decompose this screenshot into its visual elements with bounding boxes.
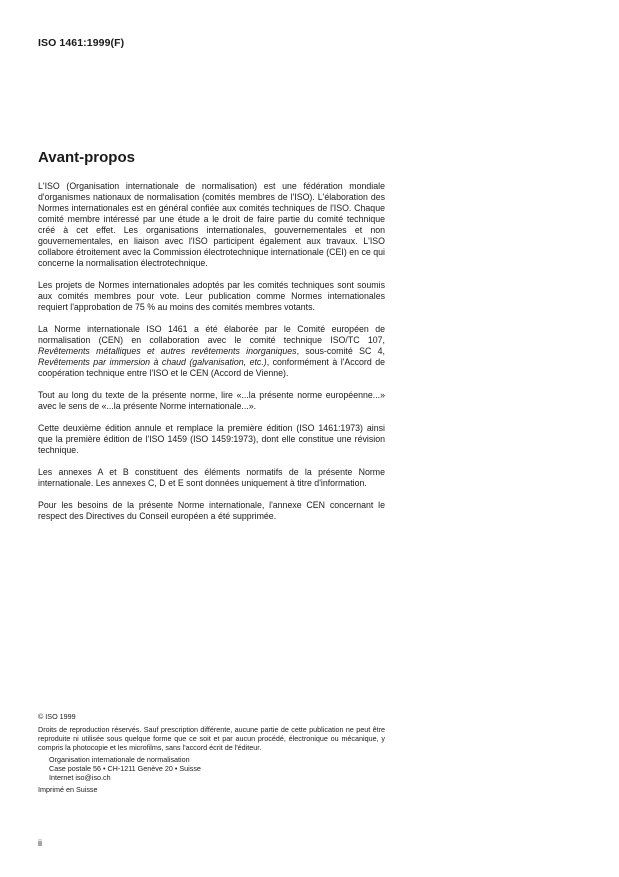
paragraph-cen-annex: Pour les besoins de la présente Norme internationale, l'annexe CEN concernant le respect des Directives du Conseil européen a été supprimée. [38, 500, 385, 521]
internet-contact: Internet iso@iso.ch [49, 773, 111, 782]
paragraph-preparation-text-3: , conformément à l'Accord de coopération technique entre l'ISO et le CEN (Accord de Vienne). [38, 357, 385, 378]
copyright-line: © ISO 1999 [38, 712, 76, 721]
printed-in: Imprimé en Suisse [38, 785, 98, 794]
paragraph-edition: Cette deuxième édition annule et remplace la première édition (ISO 1461:1973) ainsi que la première édition de l'ISO 1459 (ISO 1459:1973), dont elle constitue une révision technique. [38, 423, 385, 455]
copyright-block [38, 712, 385, 794]
paragraph-annexes: Les annexes A et B constituent des éléments normatifs de la présente Norme internationale. Les annexes C, D et E sont données uniquement à titre d'information. [38, 467, 385, 488]
paragraph-reading-note: Tout au long du texte de la présente norme, lire «...la présente norme européenne...» avec le sens de «...la présente Norme internationale...». [38, 390, 385, 411]
section-title: Avant-propos [38, 149, 135, 166]
publisher-address [49, 755, 385, 782]
paragraph-iso-description: L'ISO (Organisation internationale de normalisation) est une fédération mondiale d'organismes nationaux de normalisation (comités membres de l'ISO). L'élaboration des Normes internationales est en général confiée aux comités techniques de l'ISO. Chaque comité membre intéressé par une étude a le droit de faire partie du comité technique créé à cet effet. Les organisations internationales, gouvernementales et non gouvernementales, en liaison avec l'ISO participent également aux travaux. L'ISO collabore étroitement avec la Commission électrotechnique internationale (CEI) en ce qui concerne la normalisation électrotechnique. [38, 181, 385, 268]
subcommittee-title-sc4: Revêtements par immersion à chaud (galvanisation, etc.) [38, 357, 267, 367]
paragraph-preparation-text-2: , sous-comité SC 4, [296, 346, 385, 356]
document-id-header: ISO 1461:1999(F) [38, 37, 125, 49]
paragraph-preparation-text-1: La Norme internationale ISO 1461 a été élaborée par le Comité européen de normalisation (CEN) en collaboration avec le comité technique ISO/TC 107, [38, 324, 385, 345]
paragraph-draft-standards: Les projets de Normes internationales adoptés par les comités techniques sont soumis aux comités membres pour vote. Leur publication comme Normes internationales requiert l'approbation de 75 % au moins des comités membres votants. [38, 280, 385, 312]
foreword-body [38, 181, 385, 533]
rights-notice: Droits de reproduction réservés. Sauf prescription différente, aucune partie de cette publication ne peut être reproduite ni utilisée sous quelque forme que ce soit et par aucun procédé, électronique ou mécanique, y compris la photocopie et les microfilms, sans l'accord écrit de l'éditeur. [38, 725, 385, 752]
committee-title-tc107: Revêtements métalliques et autres revêtements inorganiques [38, 346, 297, 356]
paragraph-preparation [38, 324, 385, 379]
postal-address: Case postale 56 • CH-1211 Genève 20 • Suisse [49, 764, 201, 773]
page-number: ii [38, 838, 42, 848]
organisation-name: Organisation internationale de normalisation [49, 755, 190, 764]
